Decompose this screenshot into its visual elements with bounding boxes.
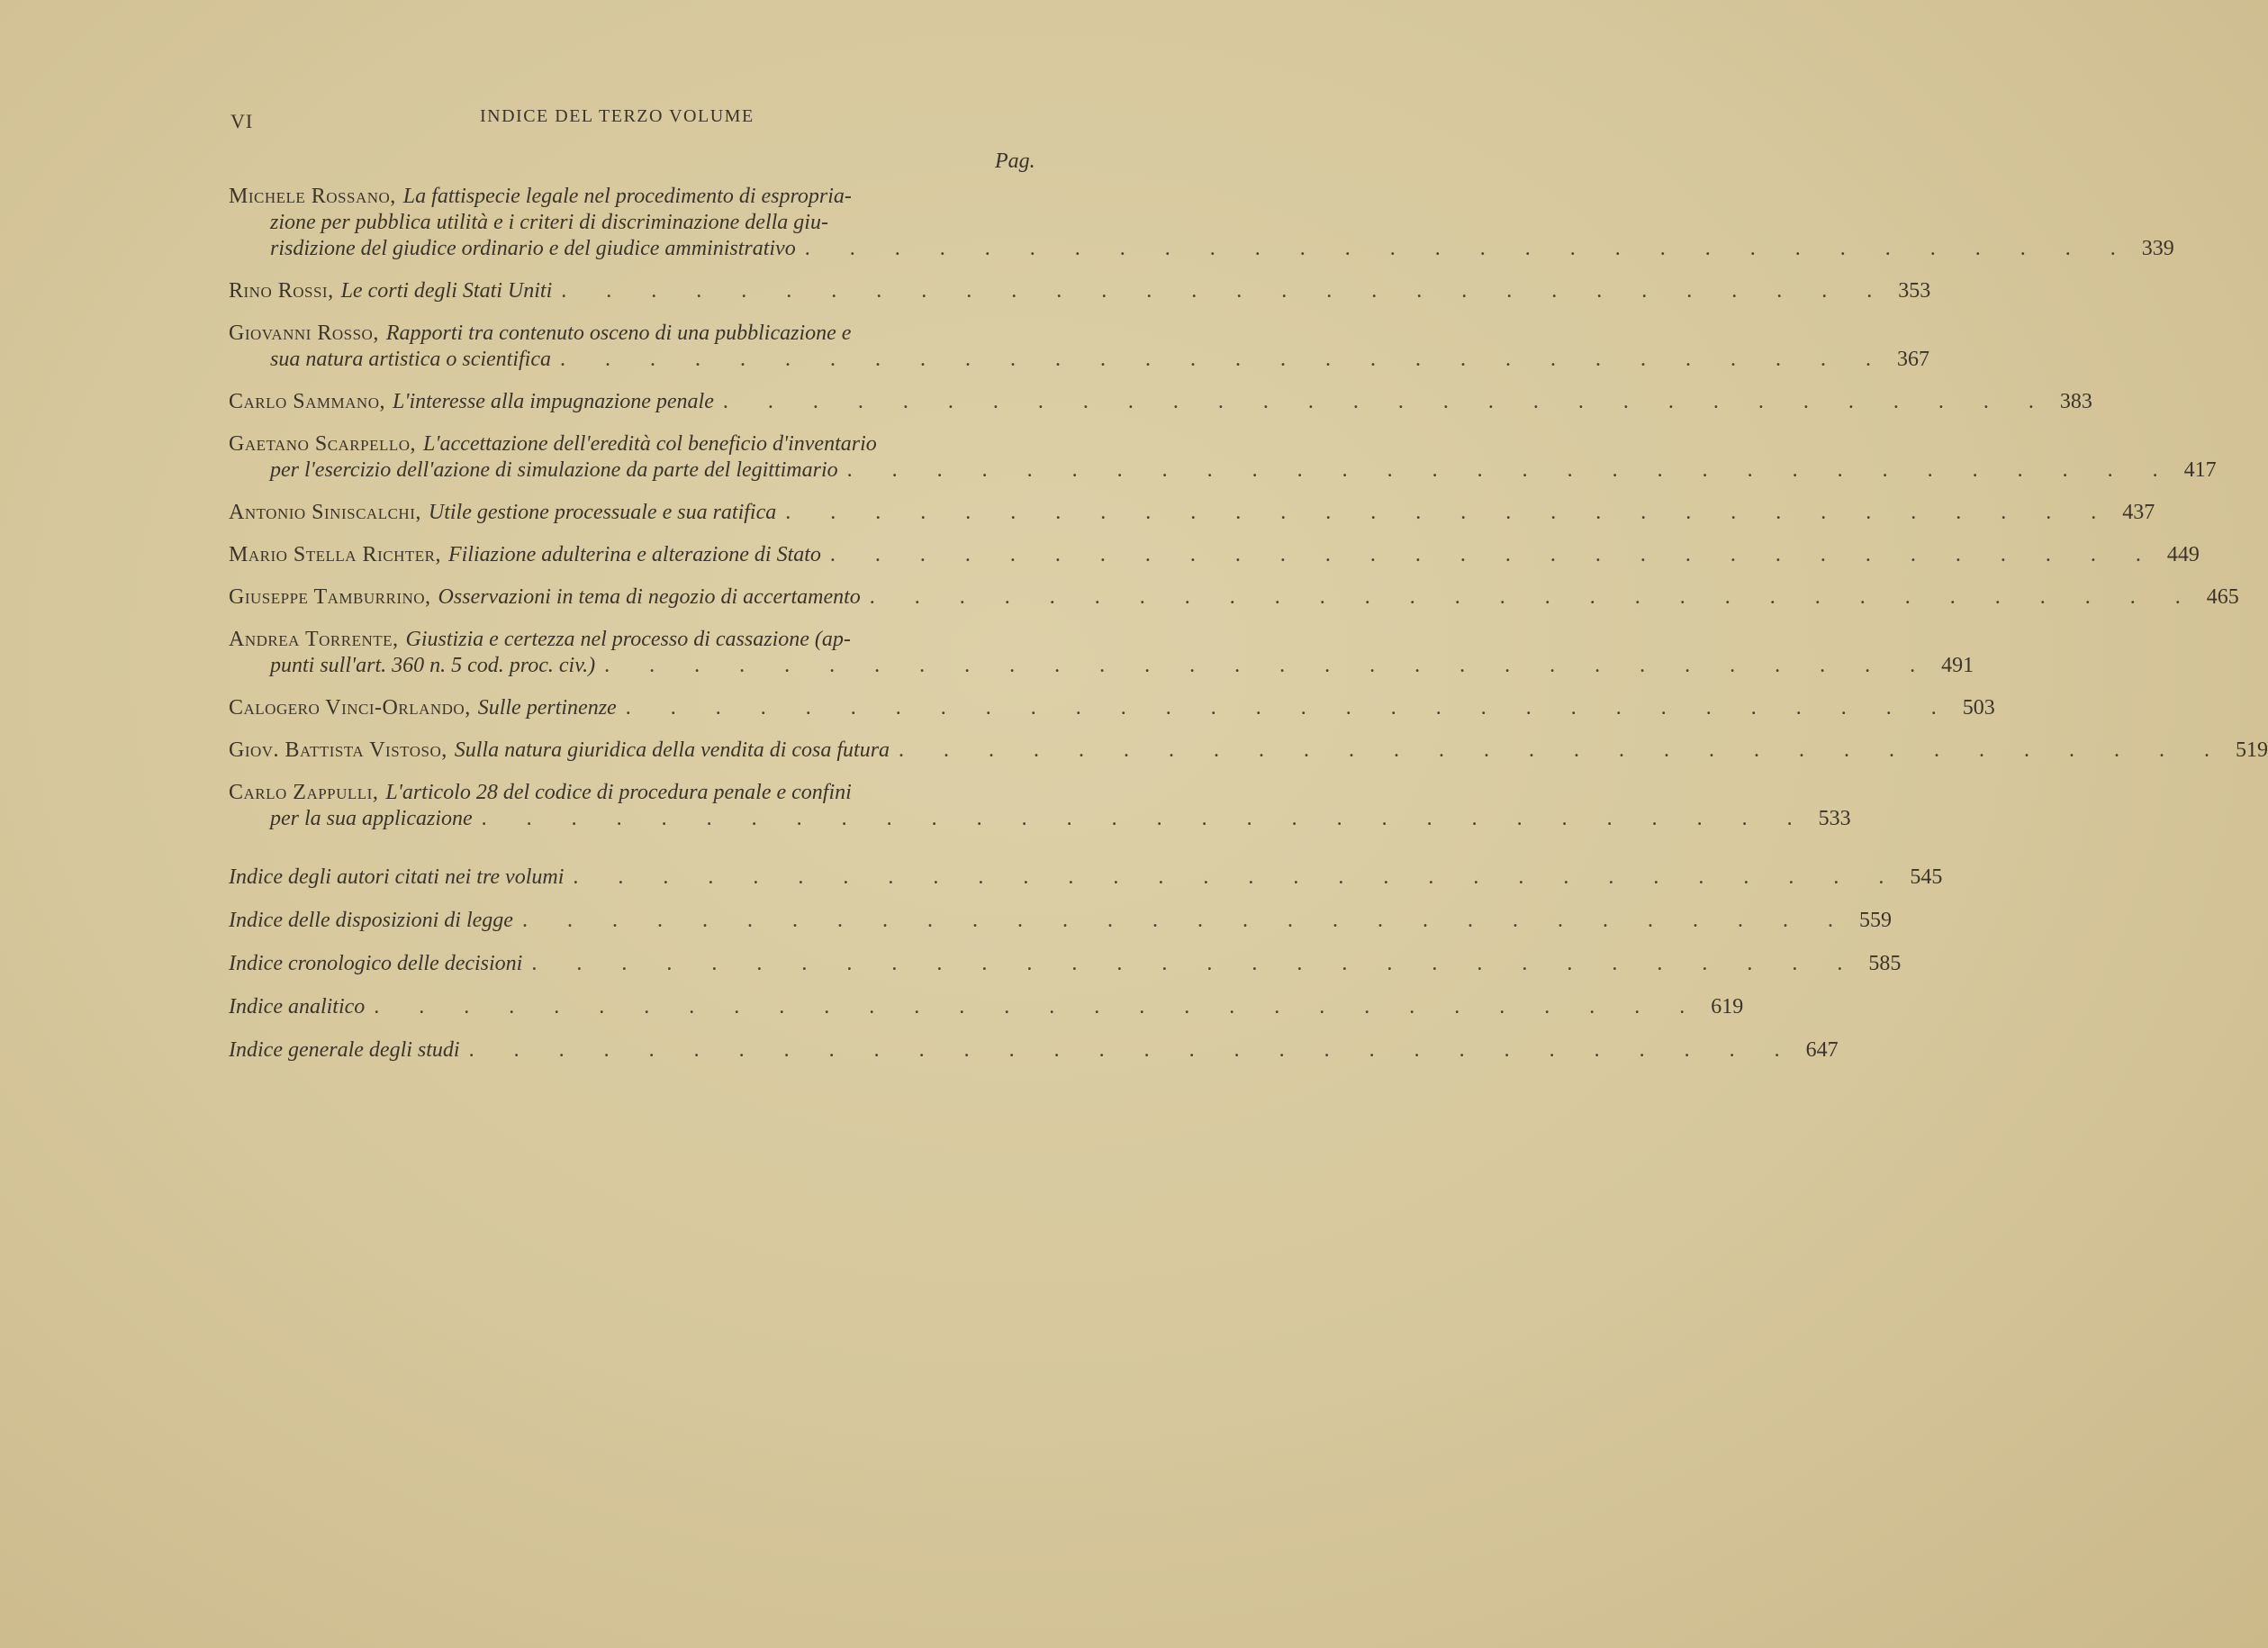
- entry-title: Le corti degli Stati Uniti: [340, 279, 553, 303]
- leader-dots: . . . . . . . . . . . . . . . . . . . . . . . . . . . . . .: [561, 279, 1890, 303]
- entry-page: 491: [1941, 654, 1974, 677]
- toc-entry: [229, 321, 1929, 373]
- index-title: Indice generale degli studi: [229, 1038, 460, 1062]
- entry-title: La fattispecie legale nel procedimento di espropria-: [402, 185, 852, 208]
- entry-title: per l'esercizio dell'azione di simulazione da parte del legittimario: [270, 458, 838, 482]
- entry-line: [229, 389, 2092, 415]
- index-title: Indice cronologico delle decisioni: [229, 952, 523, 975]
- entry-author: Giov. Battista Vistoso,: [229, 738, 447, 762]
- toc-entry: [229, 431, 2217, 484]
- entry-line: [229, 321, 1043, 347]
- entry-line: [229, 653, 1974, 679]
- entry-author: Giuseppe Tamburrino,: [229, 585, 431, 609]
- leader-dots: . . . . . . . . . . . . . . . . . . . . . . . . . . . . . .: [846, 458, 2175, 482]
- leader-dots: . . . . . . . . . . . . . . . . . . . . . . . . . . . . . .: [829, 543, 2158, 566]
- leader-dots: . . . . . . . . . . . . . . . . . . . . . . . . . . . . . .: [573, 865, 1902, 889]
- index-title: Indice analitico: [229, 995, 366, 1019]
- index-entry: [229, 865, 1943, 891]
- entry-line: [229, 584, 2239, 611]
- entry-author: Andrea Torrente,: [229, 628, 399, 651]
- entry-title: zione per pubblica utilità e i criteri di discriminazione della giu-: [270, 211, 828, 234]
- entry-title: L'accettazione dell'eredità col beneficio d'inventario: [423, 432, 877, 456]
- entry-author: Rino Rossi,: [229, 279, 334, 303]
- index-page: 585: [1868, 952, 1902, 975]
- entry-author: Carlo Sammano,: [229, 390, 385, 413]
- entry-title: L'articolo 28 del codice di procedura penale e confini: [385, 781, 852, 804]
- index-entry: [229, 994, 1744, 1020]
- entry-line: [229, 236, 2174, 262]
- entry-author: Giovanni Rosso,: [229, 321, 379, 345]
- entry-line: [229, 780, 1043, 806]
- toc-entry: [229, 627, 1974, 679]
- entry-line: [229, 210, 1043, 236]
- leader-dots: . . . . . . . . . . . . . . . . . . . . . . . . . . . . . .: [899, 738, 2227, 762]
- entry-line: [229, 1037, 1839, 1064]
- entry-page: 465: [2206, 585, 2239, 609]
- toc-entry: [229, 542, 2200, 568]
- entry-line: [229, 695, 1995, 721]
- index-page: 647: [1805, 1038, 1839, 1062]
- entry-author: Mario Stella Richter,: [229, 543, 441, 566]
- entry-line: [229, 627, 1043, 653]
- running-title: INDICE DEL TERZO VOLUME: [480, 106, 754, 126]
- entry-title: Sulle pertinenze: [477, 696, 617, 720]
- entry-line: [229, 951, 1902, 977]
- entry-author: Gaetano Scarpello,: [229, 432, 417, 456]
- entry-line: [229, 994, 1744, 1020]
- index-page: 545: [1910, 865, 1943, 889]
- toc-entry: [229, 278, 1931, 304]
- entry-page: 503: [1962, 696, 1995, 720]
- entry-title: Giustizia e certezza nel processo di cassazione (ap-: [405, 628, 851, 651]
- index-entry: [229, 1037, 1839, 1064]
- entry-page: 383: [2059, 390, 2092, 413]
- entry-title: Osservazioni in tema di negozio di accertamento: [438, 585, 861, 609]
- entry-title: Utile gestione processuale e sua ratifica: [428, 501, 777, 524]
- entry-page: 367: [1897, 348, 1929, 371]
- entry-page: 417: [2183, 458, 2217, 482]
- entry-title: Sulla natura giuridica della vendita di cosa futura: [454, 738, 890, 762]
- entry-author: Michele Rossano,: [229, 185, 396, 208]
- entry-author: Carlo Zappulli,: [229, 781, 379, 804]
- page-column-label: Pag.: [995, 149, 1035, 173]
- page-number-folio: VI: [230, 110, 254, 132]
- toc-entry: [229, 184, 2174, 262]
- leader-dots: . . . . . . . . . . . . . . . . . . . . . . . . . . . . . .: [604, 654, 1933, 677]
- toc-entry: [229, 695, 1995, 721]
- entry-line: [229, 542, 2200, 568]
- toc-entry: [229, 738, 2268, 764]
- entry-title: risdizione del giudice ordinario e del giudice amministrativo: [270, 237, 796, 260]
- entry-line: [229, 500, 2155, 526]
- leader-dots: . . . . . . . . . . . . . . . . . . . . . . . . . . . . . .: [625, 696, 1954, 720]
- entry-author: Calogero Vinci-Orlando,: [229, 696, 471, 720]
- toc-entry: [229, 500, 2155, 526]
- entry-line: [229, 457, 2217, 484]
- leader-dots: . . . . . . . . . . . . . . . . . . . . . . . . . . . . . .: [560, 348, 1888, 371]
- toc-entry: [229, 584, 2239, 611]
- leader-dots: . . . . . . . . . . . . . . . . . . . . . . . . . . . . . .: [374, 995, 1703, 1019]
- entry-line: [229, 738, 2268, 764]
- entry-line: [229, 347, 1929, 373]
- entry-line: [229, 806, 1851, 832]
- leader-dots: . . . . . . . . . . . . . . . . . . . . . . . . . . . . . .: [481, 807, 1810, 830]
- entry-title: Rapporti tra contenuto osceno di una pubblicazione e: [385, 321, 852, 345]
- leader-dots: . . . . . . . . . . . . . . . . . . . . . . . . . . . . . .: [468, 1038, 1797, 1062]
- entry-line: [229, 865, 1943, 891]
- entry-page: 339: [2141, 237, 2174, 260]
- entry-page: 353: [1898, 279, 1931, 303]
- leader-dots: . . . . . . . . . . . . . . . . . . . . . . . . . . . . . .: [722, 390, 2051, 413]
- entry-title: punti sull'art. 360 n. 5 cod. proc. civ.): [270, 654, 596, 677]
- entry-title: sua natura artistica o scientifica: [270, 348, 551, 371]
- index-entry: [229, 951, 1902, 977]
- toc-entry: [229, 389, 2092, 415]
- entry-title: L'interesse alla impugnazione penale: [392, 390, 714, 413]
- entry-line: [229, 431, 1043, 457]
- entry-page: 519: [2236, 738, 2268, 762]
- table-of-contents: [229, 184, 2268, 1064]
- entry-page: 437: [2122, 501, 2155, 524]
- entry-title: per la sua applicazione: [270, 807, 473, 830]
- toc-entry: [229, 780, 1851, 832]
- entry-page: 533: [1818, 807, 1851, 830]
- index-page: 619: [1711, 995, 1744, 1019]
- entry-line: [229, 908, 1892, 934]
- leader-dots: . . . . . . . . . . . . . . . . . . . . . . . . . . . . . .: [804, 237, 2133, 260]
- entry-page: 449: [2166, 543, 2200, 566]
- entry-line: [229, 278, 1931, 304]
- entry-line: [229, 184, 1043, 210]
- leader-dots: . . . . . . . . . . . . . . . . . . . . . . . . . . . . . .: [785, 501, 2114, 524]
- index-page: 559: [1858, 909, 1892, 932]
- index-entry: [229, 908, 1892, 934]
- entry-title: Filiazione adulterina e alterazione di Stato: [447, 543, 821, 566]
- leader-dots: . . . . . . . . . . . . . . . . . . . . . . . . . . . . . .: [869, 585, 2198, 609]
- leader-dots: . . . . . . . . . . . . . . . . . . . . . . . . . . . . . .: [531, 952, 1860, 975]
- index-title: Indice degli autori citati nei tre volumi: [229, 865, 565, 889]
- index-title: Indice delle disposizioni di legge: [229, 909, 513, 932]
- leader-dots: . . . . . . . . . . . . . . . . . . . . . . . . . . . . . .: [521, 909, 1850, 932]
- entry-author: Antonio Siniscalchi,: [229, 501, 421, 524]
